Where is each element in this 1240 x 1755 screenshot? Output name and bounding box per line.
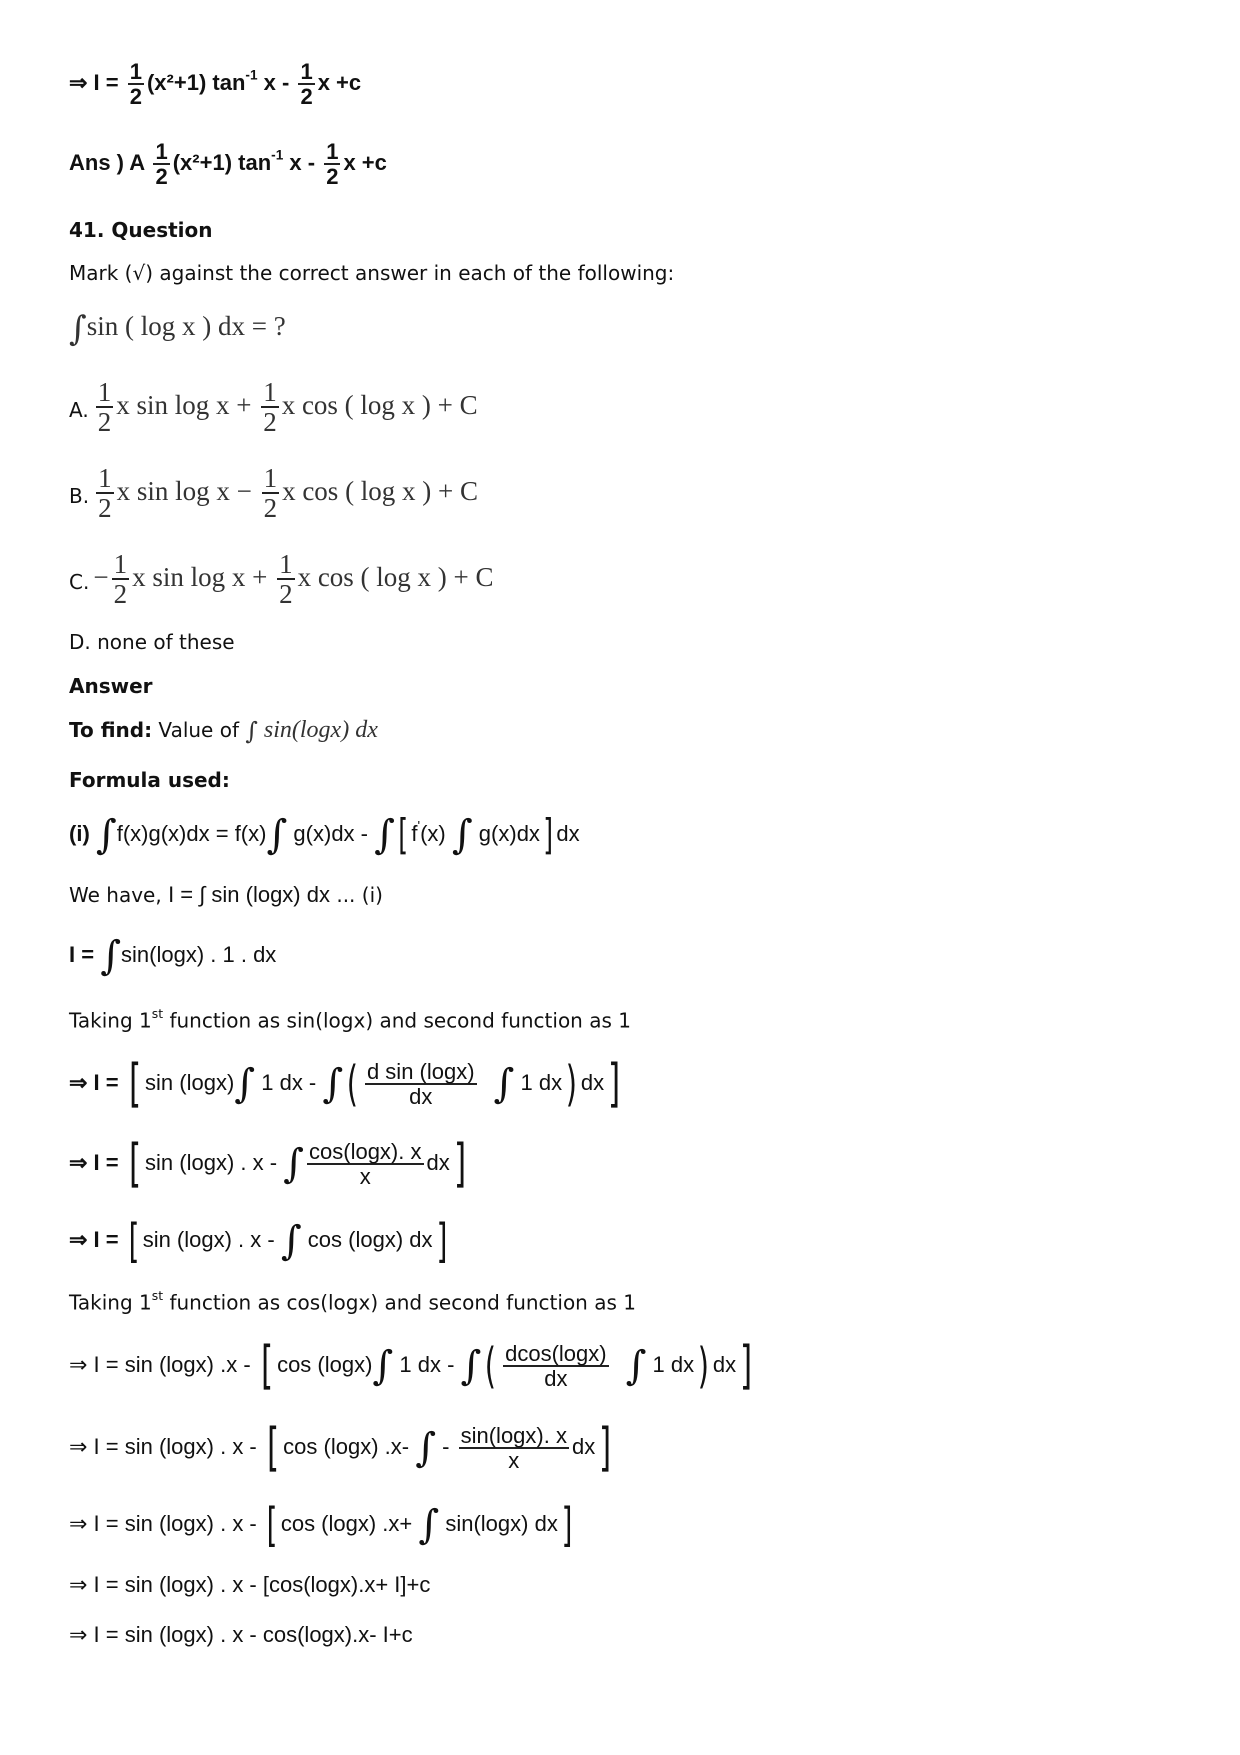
step-5	[69, 1418, 616, 1478]
to-find-expression: sin(logx) dx	[263, 717, 378, 743]
option-term: x sin log x +	[116, 389, 259, 420]
numerator: 1	[279, 549, 293, 579]
integral-sign-icon: ∫	[372, 1343, 394, 1389]
integral-sign-icon: ∫	[460, 1343, 482, 1389]
integral-sign-icon: ∫	[95, 812, 117, 858]
fraction-half	[96, 464, 114, 523]
step-4	[69, 1336, 756, 1396]
taking-first-sin	[69, 1006, 631, 1033]
integral-sign-icon: ∫	[625, 1343, 647, 1389]
integral-sign-icon: ∫	[100, 933, 122, 979]
prime-mark: '	[417, 818, 421, 834]
numerator: 1	[300, 59, 313, 84]
inverse-exponent: -1	[271, 147, 284, 163]
answer-label: Ans ) A	[69, 149, 151, 175]
integral-sign-icon: ∫	[280, 1218, 302, 1264]
option-label: B.	[69, 483, 90, 508]
formula-term: f(x)g(x)dx = f(x)	[116, 820, 267, 846]
numerator: 1	[326, 139, 339, 164]
eq-term: sin(logx) dx	[439, 1510, 558, 1536]
eq-prefix: I =	[69, 941, 101, 967]
denominator: 2	[279, 579, 293, 610]
denominator: dx	[544, 1366, 568, 1391]
question-integral	[69, 309, 286, 349]
option-label: C.	[69, 569, 90, 594]
option-term: x cos ( log x ) + C	[297, 561, 494, 592]
eq-term: cos (logx) .x-	[283, 1433, 416, 1459]
denominator: 2	[326, 164, 339, 190]
integral-sign-icon: ∫	[234, 1061, 256, 1107]
inverse-exponent: -1	[245, 67, 258, 83]
fraction-half	[261, 378, 279, 437]
eq-term: sin (logx)	[145, 1069, 235, 1095]
left-bracket: [	[266, 1418, 280, 1478]
eq-term: x +c	[343, 149, 387, 175]
eq-term: x -	[257, 69, 296, 95]
eq-term: dx	[580, 1069, 605, 1095]
formula-heading: Formula used:	[69, 768, 230, 792]
right-paren: )	[565, 1056, 578, 1112]
eq-term: cos (logx) dx	[301, 1226, 433, 1252]
option-a[interactable]	[69, 378, 478, 437]
equation-ref: ... (i)	[329, 883, 383, 907]
left-bracket: [	[266, 1498, 278, 1552]
taking-text: Taking 1	[69, 1290, 152, 1315]
integral-sign-icon: ∫	[418, 1502, 440, 1548]
formula-label: (i)	[69, 820, 96, 846]
eq-term: sin(logx) . 1 . dx	[121, 941, 277, 967]
fraction-half	[112, 550, 130, 609]
eq-prefix: ⇒ I =	[69, 1149, 125, 1175]
to-find-text: Value of	[152, 718, 246, 742]
step-7: ⇒ I = sin (logx) . x - [cos(logx).x+ I]+c	[69, 1572, 431, 1597]
numerator: cos(logx). x	[309, 1138, 422, 1164]
eq-term: sin (logx) . x -	[142, 1226, 281, 1252]
eq-prefix: ⇒ I =	[69, 1226, 125, 1252]
we-have-text: We have,	[69, 883, 169, 907]
eq-term: cos (logx)	[277, 1351, 373, 1377]
derivative-fraction	[365, 1060, 477, 1108]
fraction-half	[153, 140, 169, 188]
denominator: 2	[300, 84, 313, 110]
eq-term: x -	[283, 149, 322, 175]
denominator: 2	[263, 493, 278, 524]
eq-term: 1 dx	[646, 1351, 695, 1377]
numerator: 1	[263, 463, 278, 493]
taking-text: Taking 1	[69, 1008, 152, 1033]
integral-sign-icon: ∫	[322, 1061, 344, 1107]
denominator: 2	[113, 579, 128, 610]
eq-term: 1 dx -	[393, 1351, 461, 1377]
integral-expression: sin ( log x ) dx = ?	[86, 311, 286, 342]
numerator: 1	[155, 139, 168, 164]
denominator: x	[508, 1448, 520, 1473]
numerator: 1	[97, 377, 112, 407]
integral-sign-icon: ∫	[415, 1425, 437, 1471]
option-c[interactable]	[69, 550, 494, 609]
to-find-label: To find:	[69, 718, 153, 742]
integral-sign-icon: ∫	[69, 309, 87, 349]
step-3	[69, 1214, 450, 1268]
ordinal-suffix: st	[151, 1006, 164, 1021]
eq-term: dx	[712, 1351, 737, 1377]
option-b[interactable]	[69, 464, 478, 523]
right-bracket: ]	[543, 810, 554, 859]
option-label: D.	[69, 630, 91, 654]
step-2	[69, 1134, 470, 1194]
eq-term: dx	[426, 1149, 450, 1175]
eq-term: 1 dx	[514, 1069, 563, 1095]
denominator: 2	[155, 164, 168, 190]
numerator: 1	[113, 549, 128, 579]
taking-first-cos	[69, 1288, 636, 1315]
option-term: x cos ( log x ) + C	[281, 389, 478, 420]
answer-line	[69, 140, 387, 188]
left-paren: (	[346, 1056, 359, 1112]
document-page	[69, 0, 1189, 1755]
ordinal-suffix: st	[151, 1288, 164, 1303]
eq-prefix: ⇒ I =	[69, 1069, 125, 1095]
option-term: x sin log x −	[116, 475, 259, 506]
denominator: 2	[98, 493, 112, 524]
eq-prefix: ⇒ I = sin (logx) .x -	[69, 1351, 257, 1377]
formula-by-parts	[69, 810, 580, 859]
option-text: none of these	[97, 630, 235, 654]
we-have-line	[69, 884, 383, 906]
numerator: d sin (logx)	[366, 1058, 475, 1084]
numerator: dcos(logx)	[505, 1340, 607, 1366]
right-bracket: ]	[599, 1418, 612, 1478]
fraction-half	[324, 140, 340, 188]
step-8: ⇒ I = sin (logx) . x - cos(logx).x- I+c	[69, 1622, 413, 1647]
option-term: x sin log x +	[132, 561, 275, 592]
numerator: sin(logx). x	[460, 1422, 567, 1448]
right-bracket: ]	[740, 1336, 753, 1396]
fraction-half	[96, 378, 114, 437]
integral-sign-icon: ∫	[374, 812, 395, 858]
formula-term: g(x)dx	[472, 820, 540, 846]
step-rewrite	[69, 933, 277, 979]
denominator: dx	[409, 1084, 433, 1109]
eq-term: sin (logx) . x -	[145, 1149, 284, 1175]
eq-term: -	[436, 1433, 456, 1459]
integral-sign-icon: ∫	[266, 812, 288, 858]
question-instruction: Mark (√) against the correct answer in each of the following:	[69, 261, 675, 285]
right-paren: )	[697, 1338, 710, 1394]
denominator: x	[359, 1164, 371, 1189]
eq-prefix: ⇒ I =	[69, 69, 125, 95]
numerator: 1	[129, 59, 142, 84]
left-bracket: [	[128, 1134, 141, 1194]
formula-term: (x)	[420, 820, 452, 846]
eq-term: x +c	[317, 69, 362, 95]
answer-heading: Answer	[69, 674, 153, 698]
eq-term: (x²+1) tan	[172, 149, 272, 175]
we-have-expression: I = ∫ sin (logx) dx	[168, 882, 330, 907]
option-d[interactable]	[69, 632, 235, 652]
denominator: 2	[263, 407, 277, 438]
denominator: 2	[97, 407, 112, 438]
formula-term: g(x)dx -	[287, 820, 375, 846]
integral-sign-icon: ∫	[493, 1061, 515, 1107]
eq-term: cos (logx) .x+	[280, 1510, 419, 1536]
left-bracket: [	[398, 810, 409, 859]
fraction-half	[277, 550, 295, 609]
result-equation	[69, 60, 361, 108]
right-bracket: ]	[608, 1054, 621, 1114]
option-term: x cos ( log x ) + C	[282, 475, 479, 506]
right-bracket: ]	[436, 1214, 447, 1268]
fraction-half	[128, 60, 144, 108]
numerator: 1	[98, 463, 112, 493]
denominator: 2	[129, 84, 142, 110]
fraction	[307, 1140, 423, 1188]
eq-term: dx	[571, 1433, 596, 1459]
right-bracket: ]	[561, 1498, 573, 1552]
eq-prefix: ⇒ I = sin (logx) . x -	[69, 1433, 263, 1459]
taking-text: function as cos(logx) and second function as 1	[163, 1290, 636, 1315]
formula-term: dx	[556, 820, 580, 846]
question-heading: 41. Question	[69, 218, 213, 242]
eq-term: (x²+1) tan	[146, 69, 246, 95]
integral-sign-icon: ∫	[245, 717, 258, 746]
formula-term: f	[411, 820, 418, 846]
fraction	[459, 1424, 569, 1472]
numerator: 1	[263, 377, 277, 407]
step-1	[69, 1054, 624, 1114]
derivative-fraction	[503, 1342, 608, 1390]
to-find-line	[69, 717, 378, 746]
fraction-half	[262, 464, 280, 523]
eq-prefix: ⇒ I = sin (logx) . x -	[69, 1510, 263, 1536]
integral-sign-icon: ∫	[451, 812, 473, 858]
step-6	[69, 1498, 576, 1552]
left-bracket: [	[260, 1336, 274, 1396]
fraction-half	[298, 60, 314, 108]
right-bracket: ]	[453, 1134, 466, 1194]
left-paren: (	[485, 1338, 497, 1394]
taking-text: function as sin(logx) and second function as 1	[163, 1008, 631, 1033]
minus-sign: −	[93, 561, 109, 592]
left-bracket: [	[128, 1214, 140, 1268]
left-bracket: [	[128, 1054, 141, 1114]
integral-sign-icon: ∫	[283, 1141, 305, 1187]
eq-term: 1 dx -	[255, 1069, 323, 1095]
option-label: A.	[69, 397, 89, 422]
